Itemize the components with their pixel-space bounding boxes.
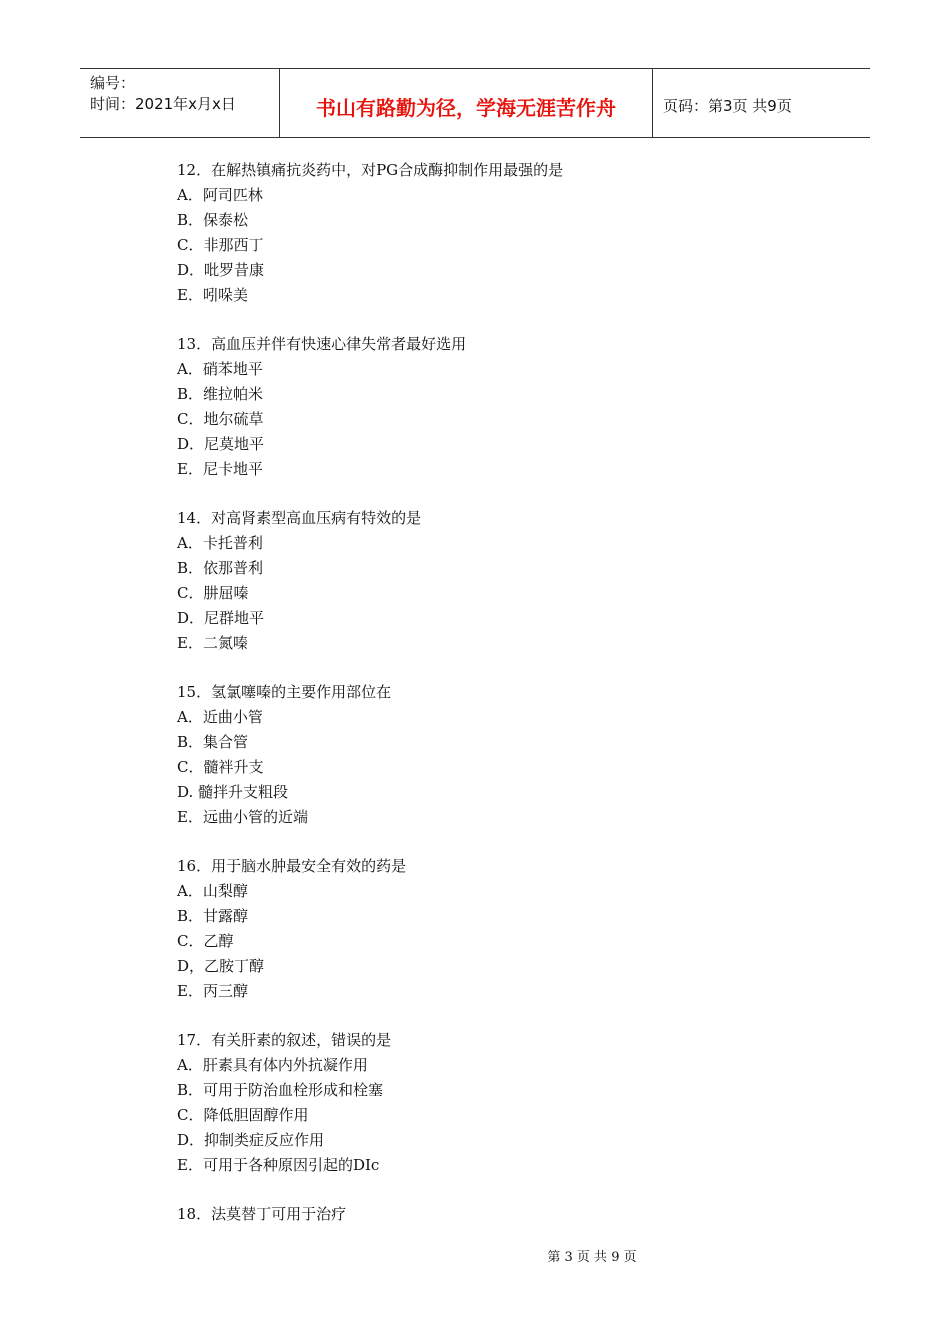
option-c: C．降低胆固醇作用 bbox=[177, 1106, 309, 1124]
option-a: A．近曲小管 bbox=[177, 708, 263, 726]
question-stem: 18．法莫替丁可用于治疗 bbox=[177, 1205, 347, 1223]
option-d: D．尼群地平 bbox=[177, 609, 265, 627]
option-e: E．远曲小管的近端 bbox=[177, 808, 308, 826]
header-page-label: 页码：第3页 共9页 bbox=[663, 96, 792, 115]
option-c: C．肼屈嗪 bbox=[177, 584, 249, 602]
question-15 bbox=[177, 680, 837, 830]
time-label: 时间：2021年x月x日 bbox=[90, 95, 236, 113]
question-stem: 16．用于脑水肿最安全有效的药是 bbox=[177, 857, 407, 875]
option-b: B．甘露醇 bbox=[177, 907, 249, 925]
question-13 bbox=[177, 332, 837, 482]
page-header bbox=[80, 68, 870, 138]
option-a: A．硝苯地平 bbox=[177, 360, 263, 378]
option-c: C．髓袢升支 bbox=[177, 758, 264, 776]
option-b: B．依那普利 bbox=[177, 559, 264, 577]
option-d: D，乙胺丁醇 bbox=[177, 957, 265, 975]
option-a: A．肝素具有体内外抗凝作用 bbox=[177, 1056, 368, 1074]
question-stem: 15．氢氯噻嗪的主要作用部位在 bbox=[177, 683, 392, 701]
question-stem: 12．在解热镇痛抗炎药中，对PG合成酶抑制作用最强的是 bbox=[177, 161, 564, 179]
question-stem: 17．有关肝素的叙述，错误的是 bbox=[177, 1031, 392, 1049]
option-c: C．地尔硫草 bbox=[177, 410, 264, 428]
option-a: A．阿司匹林 bbox=[177, 186, 263, 204]
option-b: B．可用于防治血栓形成和栓塞 bbox=[177, 1081, 384, 1099]
question-16 bbox=[177, 854, 837, 1004]
question-stem: 14．对高肾素型高血压病有特效的是 bbox=[177, 509, 422, 527]
option-c: C．乙醇 bbox=[177, 932, 234, 950]
option-e: E．丙三醇 bbox=[177, 982, 248, 1000]
question-14 bbox=[177, 506, 837, 656]
page-footer: 第 3 页 共 9 页 bbox=[547, 1250, 637, 1265]
option-a: A．山梨醇 bbox=[177, 882, 248, 900]
option-e: E．尼卡地平 bbox=[177, 460, 263, 478]
option-d: D．吡罗昔康 bbox=[177, 261, 265, 279]
header-motto: 书山有路勤为径，学海无涯苦作舟 bbox=[280, 69, 653, 137]
question-12 bbox=[177, 158, 837, 308]
option-d: D．尼莫地平 bbox=[177, 435, 265, 453]
question-17 bbox=[177, 1028, 837, 1178]
option-d: D. 髓拌升支粗段 bbox=[177, 783, 289, 801]
option-b: B．保泰松 bbox=[177, 211, 249, 229]
option-e: E．二氮嗪 bbox=[177, 634, 248, 652]
option-e: E．吲哚美 bbox=[177, 286, 248, 304]
question-18 bbox=[177, 1202, 837, 1227]
question-stem: 13．高血压并伴有快速心律失常者最好选用 bbox=[177, 335, 467, 353]
number-label: 编号： bbox=[90, 74, 136, 92]
option-c: C．非那西丁 bbox=[177, 236, 264, 254]
option-d: D．抑制类症反应作用 bbox=[177, 1131, 325, 1149]
option-e: E．可用于各种原因引起的DIc bbox=[177, 1156, 380, 1174]
option-a: A．卡托普利 bbox=[177, 534, 263, 552]
option-b: B．维拉帕米 bbox=[177, 385, 264, 403]
header-meta bbox=[80, 69, 280, 137]
option-b: B．集合管 bbox=[177, 733, 249, 751]
question-list bbox=[177, 158, 837, 1251]
